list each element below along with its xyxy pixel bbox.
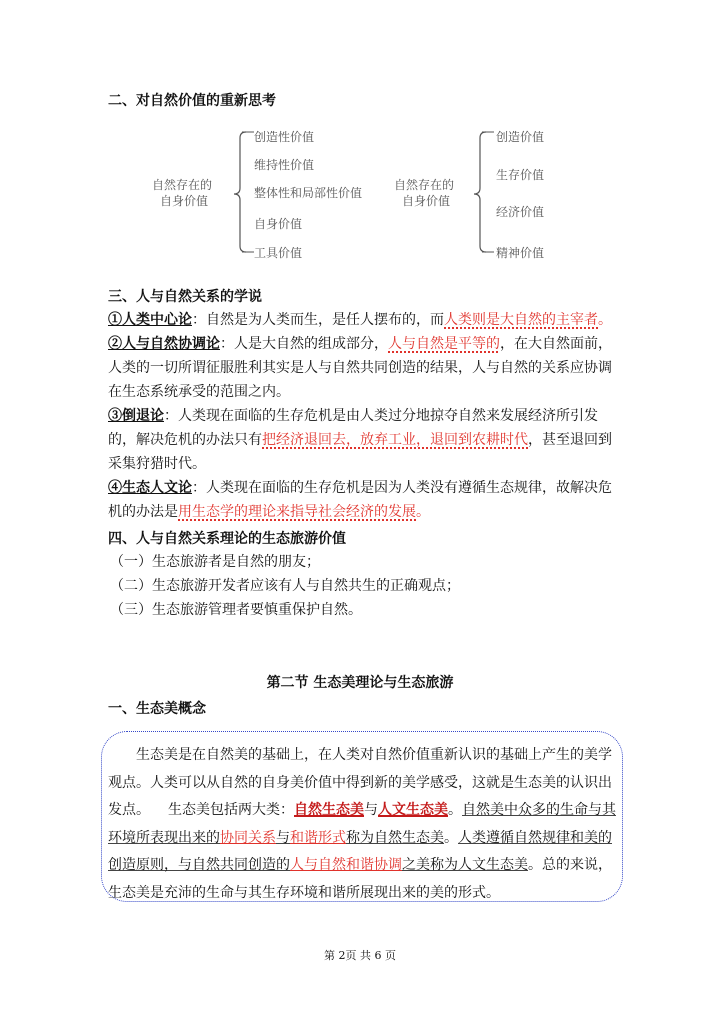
chapter-title: 第二节 生态美理论与生态旅游 [266,675,454,691]
theory-3-key: 把经济退回去，放弃工业，退回到农耕时代 [262,432,528,448]
page-number: 第 2页 共 6 页 [324,949,396,962]
diagram-right-item: 精神价值 [496,246,545,260]
theory-2-name: ②人与自然协调论 [108,336,220,352]
diagram-right-item: 生存价值 [496,168,545,182]
diagram-left-item: 自身价值 [254,217,303,231]
list-item: （二）生态旅游开发者应该有人与自然共生的正确观点； [110,578,460,594]
diagram-left-item: 创造性价值 [254,130,315,144]
diagram-left-root-line2: 自身价值 [160,194,209,208]
theory-2: ②人与自然协调论：人是大自然的组成部分，人与自然是平等的，在大自然面前，人类的一切所谓征服胜利其实是人与自然共同创造的结果，人与自然的关系应协调在生态系统承受的范围之内。 [108,336,612,400]
diagram-right-root-line1: 自然存在的 [394,178,455,192]
list-item: （一）生态旅游者是自然的朋友； [110,554,320,570]
diagram-right-item: 经济价值 [496,205,545,219]
diagram-left-root-line1: 自然存在的 [152,178,213,192]
diagram-left-item: 工具价值 [254,246,303,260]
theory-1: ①人类中心论：自然是为人类而生，是任人摆布的，而人类则是大自然的主宰者。 [108,312,612,328]
theory-2-key: 人与自然是平等的 [388,336,500,352]
diagram-left-item: 维持性价值 [254,158,315,172]
definition-text: 生态美是在自然美的基础上，在人类对自然价值重新认识的基础上产生的美学观点。人类可以从自然的自身美价值中得到新的美学感受，这就是生态美的认识出发点。 生态美包括两大类：自然生态美与人文生态美。自然美中众多的生命与其环境所表现出来的协同关系与和谐形式称为自然生态美。人类遵循自然规律和美的创造原则，与自然共同创造的人与自然和谐协调之美称为人文生态美。总的来说，生态美是充沛的生命与其生存环境和谐所展现出来的美的形式。 [108,747,616,901]
keyword-human-eco-beauty: 人文生态美 [378,802,448,818]
section-heading-4: 四、人与自然关系理论的生态旅游价值 [108,531,346,547]
theory-3-name: ③倒退论 [108,408,164,424]
theory-4-name: ④生态人文论 [108,480,192,496]
term-harmony-form: 和谐形式 [290,829,346,846]
section-heading-eco: 一、生态美概念 [108,701,206,717]
section-heading-2: 二、对自然价值的重新思考 [108,93,276,109]
diagram-right-bracket [452,128,502,258]
diagram-right-root-line2: 自身价值 [402,194,451,208]
theory-1-name: ①人类中心论 [108,312,192,328]
term-synergy: 协同关系 [220,829,276,846]
theory-1-key: 人类则是大自然的主宰者 [444,312,598,328]
theory-4-key: 用生态学的理论来指导社会经济的发展 [178,504,416,520]
diagram-left-item: 整体性和局部性价值 [254,186,363,200]
theory-3: ③倒退论：人类现在面临的生存危机是由人类过分地掠夺自然来发展经济所引发的，解决危机的办法只有把经济退回去，放弃工业，退回到农耕时代，甚至退回到采集狩猎时代。 [108,408,612,472]
theory-4: ④生态人文论：人类现在面临的生存危机是因为人类没有遵循生态规律，故解决危机的办法是用生态学的理论来指导社会经济的发展。 [108,480,612,520]
term-human-nature-harmony: 人与自然和谐协调 [290,857,402,873]
keyword-natural-eco-beauty: 自然生态美 [294,802,364,818]
diagram-right-item: 创造价值 [496,130,545,144]
section-heading-3: 三、人与自然关系的学说 [108,289,262,305]
list-item: （三）生态旅游管理者要慎重保护自然。 [110,602,362,618]
